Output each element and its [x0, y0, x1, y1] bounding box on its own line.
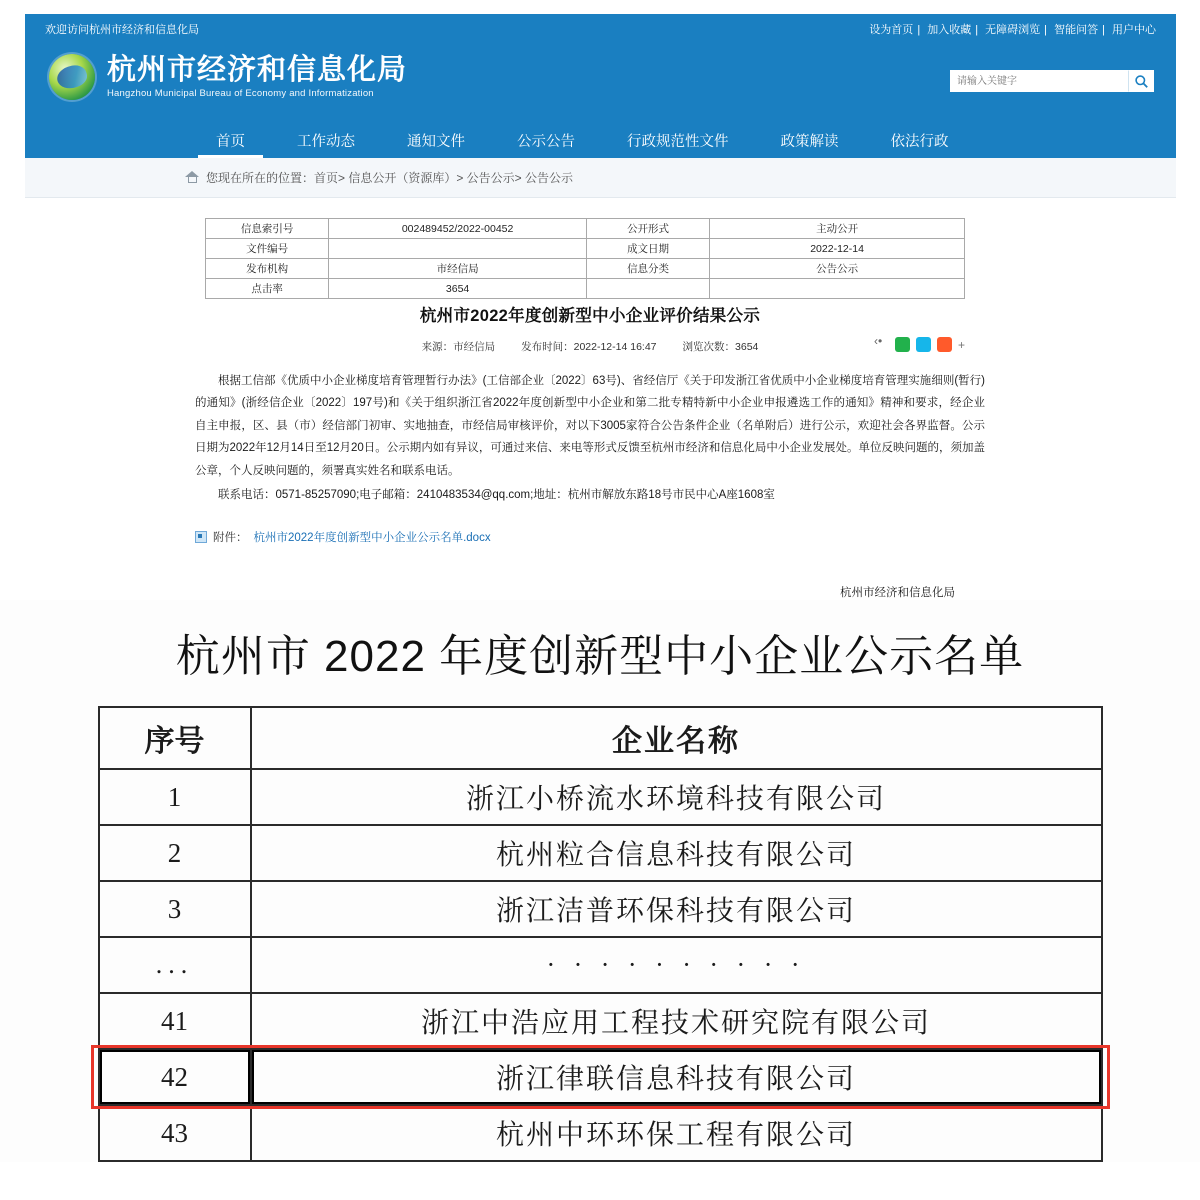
row-company-name: 杭州中环环保工程有限公司: [251, 1105, 1102, 1161]
row-company-name: 浙江中浩应用工程技术研究院有限公司: [251, 993, 1102, 1049]
search-input[interactable]: [950, 70, 1128, 92]
table-row: [99, 993, 1102, 1049]
wechat-icon[interactable]: [895, 337, 910, 352]
share-bar: [874, 337, 965, 352]
meta-value-doc-no: [329, 239, 587, 259]
meta-value-date: 2022-12-14: [710, 239, 965, 259]
utility-link-smart-qa[interactable]: 智能问答: [1054, 24, 1099, 36]
column-header-no: 序号: [99, 707, 251, 769]
row-no: 43: [99, 1105, 251, 1161]
article-view-count: 浏览次数：3654: [682, 341, 759, 353]
weibo-icon[interactable]: [937, 337, 952, 352]
meta-value-issuer: 市经信局: [329, 259, 587, 279]
utility-link-user-center[interactable]: 用户中心: [1112, 24, 1156, 36]
breadcrumb-text[interactable]: 您现在所在的位置：首页> 信息公开（资源库）> 公告公示> 公告公示: [206, 171, 574, 185]
site-header: [25, 14, 1176, 158]
meta-key-doc-no: 文件编号: [206, 239, 329, 259]
brand-name-en: Hangzhou Municipal Bureau of Economy and Informatization: [107, 88, 374, 100]
search-icon: [1134, 74, 1149, 89]
search-box: [950, 70, 1154, 92]
qq-icon[interactable]: [916, 337, 931, 352]
scan-title: 杭州市 2022 年度创新型中小企业公示名单: [175, 632, 1025, 681]
nav-item-administration-by-law[interactable]: 依法行政: [890, 133, 949, 150]
meta-key-disclosure-form: 公开形式: [586, 219, 709, 239]
row-company-name: 浙江律联信息科技有限公司: [251, 1049, 1102, 1105]
home-icon: [185, 171, 199, 184]
article: [195, 302, 985, 626]
meta-value-index-no: 002489452/2022-00452: [329, 219, 587, 239]
site-logo[interactable]: [49, 54, 407, 100]
meta-key-hits: 点击率: [206, 279, 329, 299]
share-icon[interactable]: [874, 337, 889, 352]
meta-value-hits: 3654: [329, 279, 587, 299]
table-row: [206, 219, 965, 239]
search-button[interactable]: [1128, 70, 1154, 92]
attachment-label: 附件：: [213, 531, 248, 544]
top-utility-bar: [25, 14, 1176, 44]
welcome-text: 欢迎访问杭州市经济和信息化局: [45, 24, 199, 36]
article-meta: [195, 339, 985, 354]
row-no: ...: [99, 937, 251, 993]
utility-link-favorite[interactable]: 加入收藏: [927, 24, 972, 36]
table-row: [206, 259, 965, 279]
share-more-button[interactable]: +: [957, 337, 965, 352]
page-title: 杭州市2022年度创新型中小企业评价结果公示: [419, 307, 761, 325]
article-paragraph-1: 根据工信部《优质中小企业梯度培育管理暂行办法》(工信部企业〔2022〕63号)、省经信厅《关于印发浙江省优质中小企业梯度培育管理实施细则(暂行)的通知》(浙经信企业〔2022〕197号)和《关于组织浙江省2022年度创新型中小企业和第二批专精特新中小企业申报遴选工作的通知》精神和要求，经企业自主申报，区、县（市）经信部门初审、实地抽查，市经信局审核评价，对以下3005家符合公告条件企业（名单附后）进行公示，欢迎社会各界监督。公示日期为2022年12月14日至12月20日。公示期内如有异议，可通过来信、来电等形式反馈至杭州市经济和信息化局中小企业发展处。单位反映问题的，须加盖公章，个人反映问题的，须署真实姓名和联系电话。: [195, 375, 985, 477]
row-no: 2: [99, 825, 251, 881]
table-row-highlighted: [99, 1049, 1102, 1105]
utility-link-home[interactable]: 设为首页: [869, 24, 914, 36]
table-row-ellipsis: [99, 937, 1102, 993]
attachment-icon: [195, 531, 207, 543]
row-company-name: 浙江小桥流水环境科技有限公司: [251, 769, 1102, 825]
table-row: [99, 1105, 1102, 1161]
table-row: [206, 279, 965, 299]
row-no: 41: [99, 993, 251, 1049]
article-publish-time: 发布时间：2022-12-14 16:47: [521, 341, 657, 353]
utility-link-accessibility[interactable]: 无障碍浏览: [985, 24, 1041, 36]
brand-text: [107, 55, 407, 99]
scanned-list-image: [0, 600, 1200, 1162]
meta-key-date: 成文日期: [586, 239, 709, 259]
row-company-name: 杭州粒合信息科技有限公司: [251, 825, 1102, 881]
brand-name-cn: 杭州市经济和信息化局: [107, 53, 408, 86]
meta-key-category: 信息分类: [586, 259, 709, 279]
brand-bar: [25, 44, 1176, 122]
meta-key-issuer: 发布机构: [206, 259, 329, 279]
breadcrumb: [25, 158, 1176, 198]
nav-item-announcements[interactable]: 公示公告: [517, 133, 575, 150]
nav-item-regulatory-docs[interactable]: 行政规范性文件: [627, 133, 729, 150]
column-header-company: 企业名称: [251, 707, 1102, 769]
row-no: 42: [99, 1049, 251, 1105]
main-navigation: [25, 122, 1176, 158]
meta-key-index-no: 信息索引号: [206, 219, 329, 239]
utility-links: 设为首页 | 加入收藏 | 无障碍浏览 | 智能问答 | 用户中心: [869, 24, 1156, 36]
article-body: [195, 370, 985, 507]
table-row: [99, 881, 1102, 937]
meta-key-empty: [586, 279, 709, 299]
table-row: [206, 239, 965, 259]
nav-item-home[interactable]: 首页: [190, 122, 271, 158]
emblem-icon: [49, 54, 95, 100]
document-metadata-table: [205, 218, 965, 299]
attachment: [195, 529, 985, 545]
meta-value-category: 公告公示: [710, 259, 965, 279]
meta-value-empty: [710, 279, 965, 299]
meta-value-disclosure-form: 主动公开: [710, 219, 965, 239]
article-paragraph-2: 联系电话：0571-85257090;电子邮箱：2410483534@qq.com;地址：杭州市解放东路18号市民中心A座1608室: [218, 489, 775, 502]
nav-item-policy-interpretation[interactable]: 政策解读: [780, 133, 839, 150]
row-no: 1: [99, 769, 251, 825]
article-source: 来源：市经信局: [421, 341, 496, 353]
row-no: 3: [99, 881, 251, 937]
row-company-name: 浙江洁普环保科技有限公司: [251, 881, 1102, 937]
table-header-row: [99, 707, 1102, 769]
table-row: [99, 825, 1102, 881]
signature-org: 杭州市经济和信息化局: [840, 586, 955, 599]
nav-item-notices[interactable]: 通知文件: [407, 133, 465, 150]
attachment-link[interactable]: 杭州市2022年度创新型中小企业公示名单.docx: [253, 531, 491, 544]
nav-item-work-news[interactable]: 工作动态: [297, 133, 355, 150]
table-row: [99, 769, 1102, 825]
company-list-table: [98, 706, 1103, 1162]
row-company-name: · · · · · · · · · ·: [251, 937, 1102, 993]
